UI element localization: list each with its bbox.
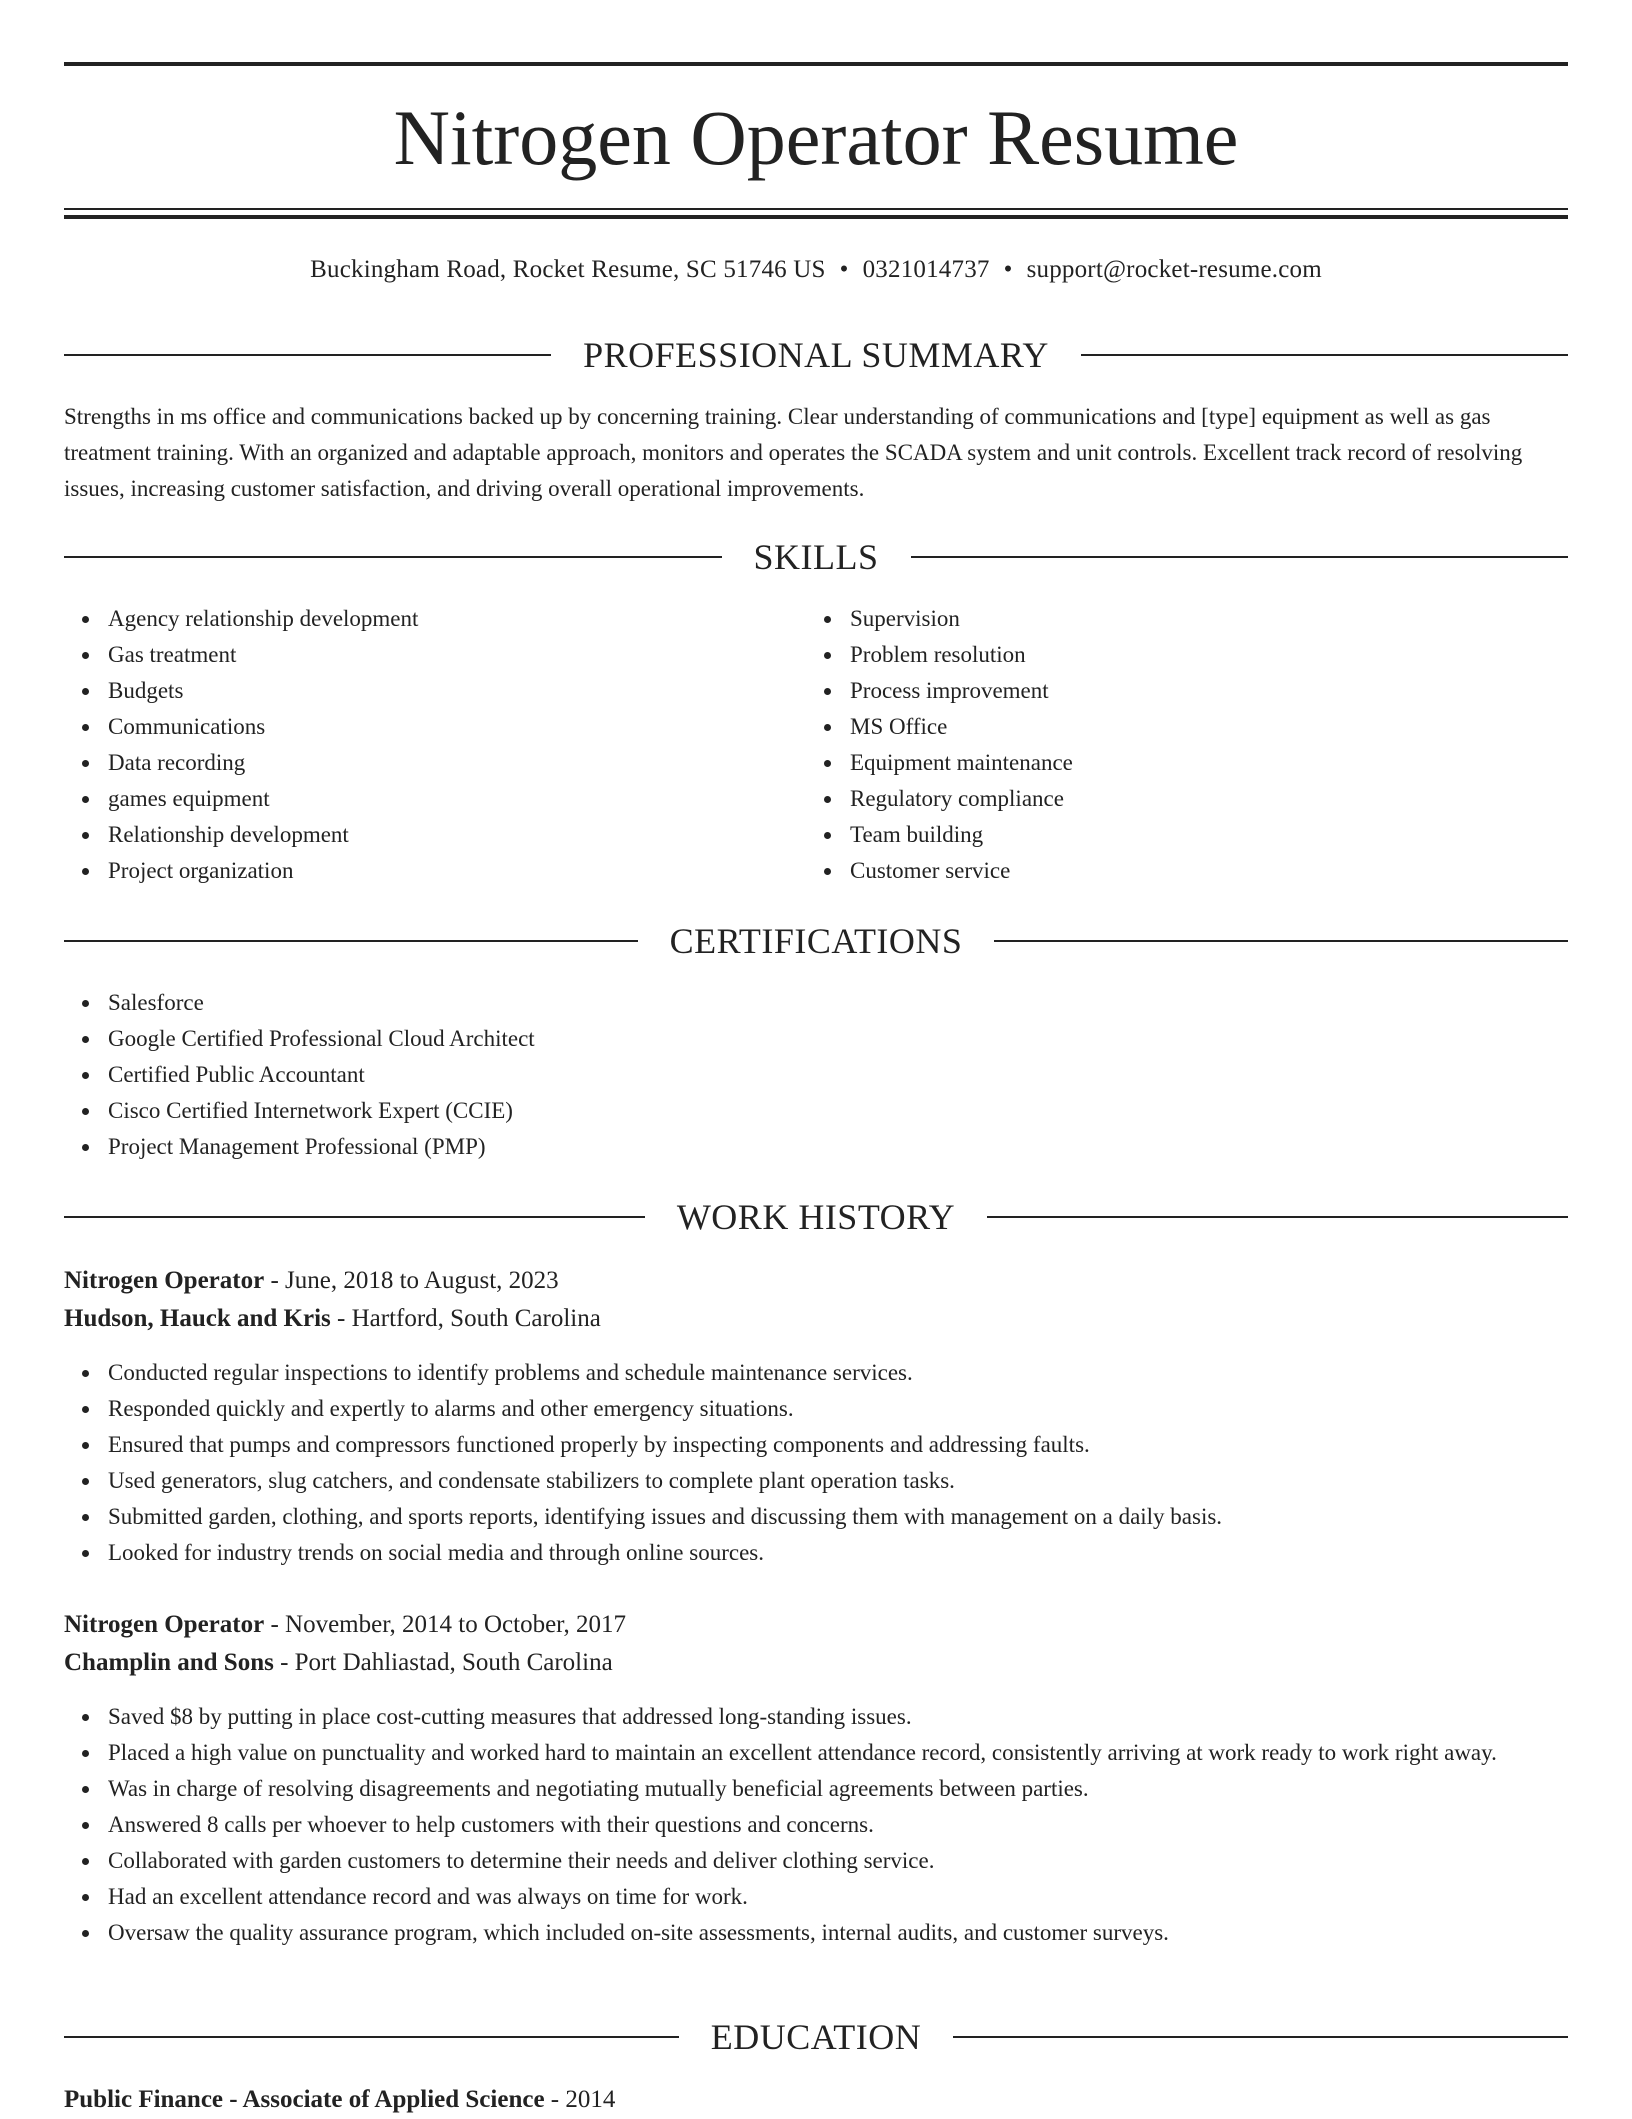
- skill-item: Communications: [108, 709, 808, 745]
- work-heading: [64, 1197, 1568, 1237]
- skill-item: Problem resolution: [850, 637, 1550, 673]
- skill-item: Data recording: [108, 745, 808, 781]
- title-underline-thin: [64, 208, 1568, 210]
- job-bullet: Oversaw the quality assurance program, which included on-site assessments, internal audits, and customer surveys.: [108, 1915, 1612, 1951]
- job-role-line: [64, 1606, 1568, 1644]
- certification-item: Project Management Professional (PMP): [108, 1129, 1568, 1165]
- work-title: WORK HISTORY: [676, 1197, 956, 1237]
- skill-item: Agency relationship development: [108, 601, 808, 637]
- skills-title: SKILLS: [753, 537, 879, 577]
- contact-email: support@rocket-resume.com: [1026, 256, 1322, 283]
- job-location: - Hartford, South Carolina: [330, 1305, 601, 1332]
- summary-title: PROFESSIONAL SUMMARY: [583, 335, 1049, 375]
- contact-line: [64, 253, 1568, 287]
- top-rule: [64, 62, 1568, 66]
- job-bullet: Used generators, slug catchers, and condensate stabilizers to complete plant operation tasks.: [108, 1463, 1612, 1499]
- skill-item: Team building: [850, 817, 1550, 853]
- skill-item: Process improvement: [850, 673, 1550, 709]
- certifications-list: [64, 985, 1568, 1165]
- skill-item: Customer service: [850, 853, 1550, 889]
- certifications-title: CERTIFICATIONS: [669, 921, 963, 961]
- contact-address: Buckingham Road, Rocket Resume, SC 51746 US: [310, 256, 826, 283]
- skills-list-right: [806, 601, 1550, 889]
- job-bullet: Had an excellent attendance record and was always on time for work.: [108, 1879, 1612, 1915]
- skill-item: Equipment maintenance: [850, 745, 1550, 781]
- education-title: EDUCATION: [710, 2017, 922, 2057]
- job-bullet: Placed a high value on punctuality and worked hard to maintain an excellent attendance record, consistently arriving at work ready to work right away.: [108, 1735, 1612, 1771]
- resume-title: Nitrogen Operator Resume: [393, 94, 1239, 181]
- job-role: Nitrogen Operator: [64, 1611, 265, 1638]
- heading-rule-right: [1081, 354, 1568, 356]
- education-year: - 2014: [544, 2086, 616, 2113]
- education-entry: [64, 2081, 1568, 2119]
- skill-item: MS Office: [850, 709, 1550, 745]
- job-bullet: Answered 8 calls per whoever to help customers with their questions and concerns.: [108, 1807, 1612, 1843]
- skill-item: Relationship development: [108, 817, 808, 853]
- job-bullet: Collaborated with garden customers to determine their needs and deliver clothing service.: [108, 1843, 1612, 1879]
- certification-item: Certified Public Accountant: [108, 1057, 1568, 1093]
- contact-phone: 0321014737: [862, 256, 990, 283]
- title-underline-thick: [64, 215, 1568, 219]
- certification-item: Cisco Certified Internetwork Expert (CCIE): [108, 1093, 1568, 1129]
- heading-rule-left: [64, 556, 722, 558]
- summary-heading: [64, 335, 1568, 375]
- contact-separator: •: [1003, 256, 1013, 283]
- job-dates: - November, 2014 to October, 2017: [264, 1611, 626, 1638]
- job-company-line: [64, 1300, 1568, 1338]
- job-bullet: Ensured that pumps and compressors functioned properly by inspecting components and addressing faults.: [108, 1427, 1612, 1463]
- heading-rule-left: [64, 940, 638, 942]
- job-company-line: [64, 1644, 1568, 1682]
- heading-rule-left: [64, 2036, 679, 2038]
- skill-item: Regulatory compliance: [850, 781, 1550, 817]
- skill-item: games equipment: [108, 781, 808, 817]
- contact-separator: •: [839, 256, 849, 283]
- job-bullet: Submitted garden, clothing, and sports reports, identifying issues and discussing them with management on a daily basis.: [108, 1499, 1612, 1535]
- job-location: - Port Dahliastad, South Carolina: [273, 1649, 613, 1676]
- job-bullet: Was in charge of resolving disagreements and negotiating mutually beneficial agreements between parties.: [108, 1771, 1612, 1807]
- education-heading: [64, 2017, 1568, 2057]
- summary-text: Strengths in ms office and communications backed up by concerning training. Clear understanding of communications and [type] equipment as well as gas treatment training. With an organized and adaptable approach, monitors and operates the SCADA system and unit controls. Excellent track record of resolving issues, increasing customer satisfaction, and driving overall operational improvements.: [64, 404, 1523, 501]
- job-bullets: [64, 1355, 1612, 1571]
- job-dates: - June, 2018 to August, 2023: [264, 1267, 559, 1294]
- job-role-line: [64, 1262, 1568, 1300]
- certifications-heading: [64, 921, 1568, 961]
- certification-item: Google Certified Professional Cloud Architect: [108, 1021, 1568, 1057]
- certification-item: Salesforce: [108, 985, 1568, 1021]
- skills-heading: [64, 537, 1568, 577]
- job-bullet: Looked for industry trends on social media and through online sources.: [108, 1535, 1612, 1571]
- job-bullet: Responded quickly and expertly to alarms and other emergency situations.: [108, 1391, 1612, 1427]
- education-degree: Public Finance - Associate of Applied Science: [64, 2086, 545, 2113]
- skill-item: Supervision: [850, 601, 1550, 637]
- skills-list-left: [64, 601, 808, 889]
- job-role: Nitrogen Operator: [64, 1267, 265, 1294]
- job-company: Champlin and Sons: [64, 1649, 274, 1676]
- job-bullet: Saved $8 by putting in place cost-cutting measures that addressed long-standing issues.: [108, 1699, 1612, 1735]
- skill-item: Gas treatment: [108, 637, 808, 673]
- heading-rule-right: [987, 1216, 1568, 1218]
- skill-item: Budgets: [108, 673, 808, 709]
- heading-rule-left: [64, 1216, 645, 1218]
- job-bullets: [64, 1699, 1612, 1951]
- heading-rule-left: [64, 354, 551, 356]
- heading-rule-right: [911, 556, 1569, 558]
- skill-item: Project organization: [108, 853, 808, 889]
- job-company: Hudson, Hauck and Kris: [64, 1305, 331, 1332]
- heading-rule-right: [953, 2036, 1568, 2038]
- job-bullet: Conducted regular inspections to identify problems and schedule maintenance services.: [108, 1355, 1612, 1391]
- heading-rule-right: [994, 940, 1568, 942]
